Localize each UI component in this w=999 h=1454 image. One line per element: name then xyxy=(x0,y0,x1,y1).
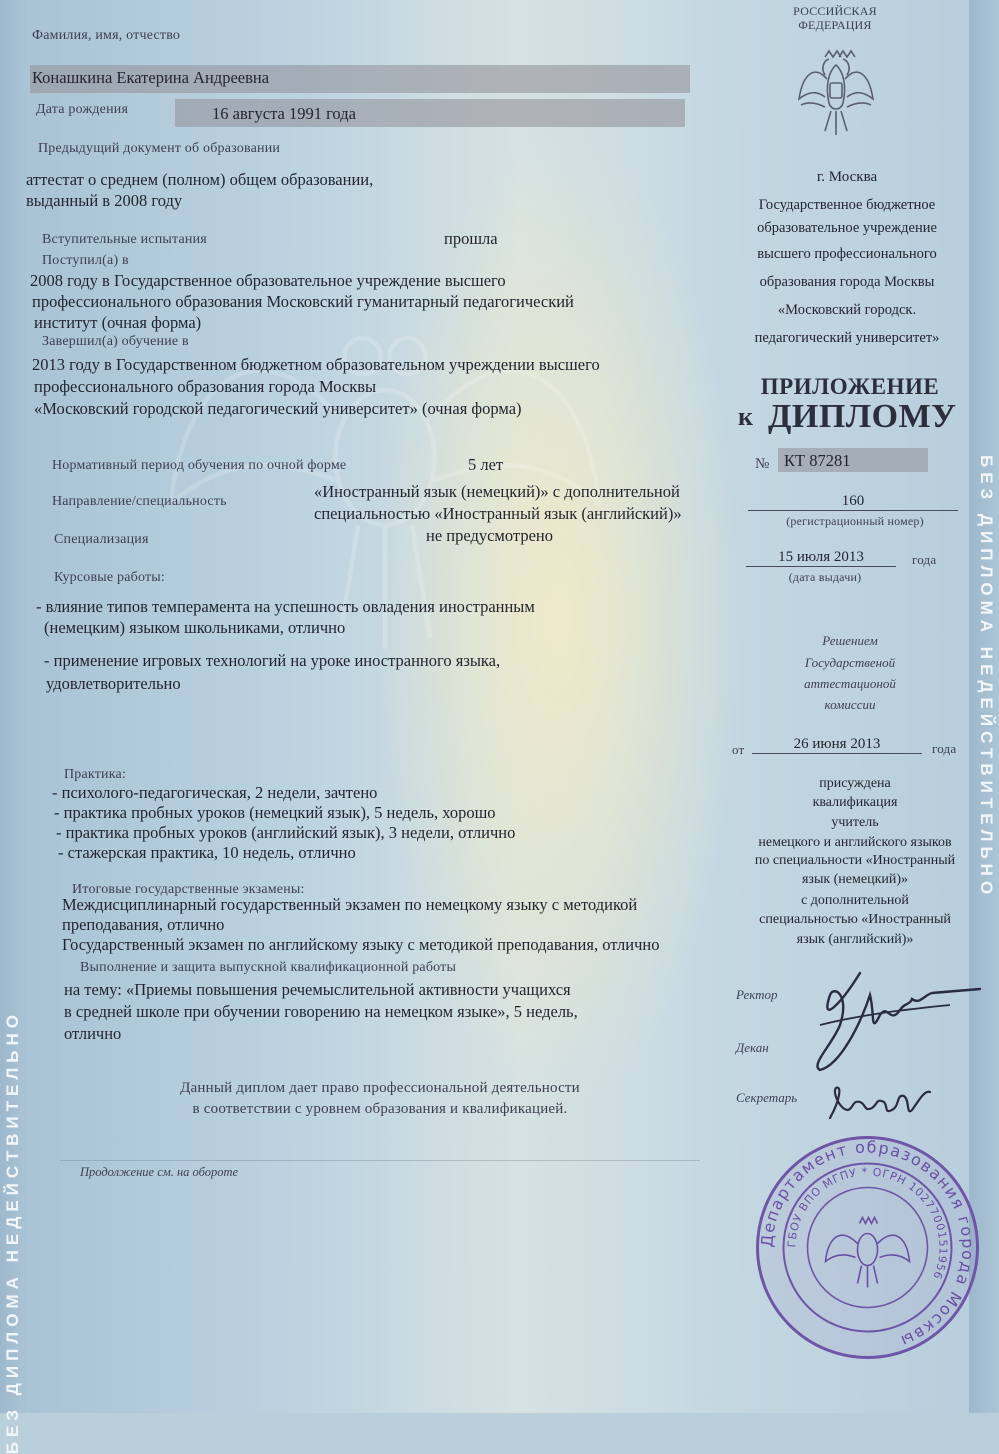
qualification-line-1: присуждена xyxy=(819,776,891,791)
thesis-line-3: отлично xyxy=(64,1024,122,1043)
decision-date-prefix: от xyxy=(732,742,745,757)
completed-line-1: 2013 году в Государственном бюджетном образовательном учреждении высшего xyxy=(32,355,600,374)
practice-item-2: - практика пробных уроков (немецкий язык), 5 недель, хорошо xyxy=(54,803,496,822)
institution-line-2: образовательное учреждение xyxy=(757,220,937,236)
footer-note-line-2: в соответствии с уровнем образования и квалификацией. xyxy=(192,1101,568,1117)
registration-number: 160 xyxy=(748,493,958,511)
practice-label: Практика: xyxy=(64,767,127,782)
qualification-line-8: специальностью «Иностранный xyxy=(759,912,951,927)
period-label: Нормативный период обучения по очной форме xyxy=(52,458,347,473)
direction-line-1: «Иностранный язык (немецкий)» с дополнительной xyxy=(314,482,680,501)
exams-line-3: Государственный экзамен по английскому языку с методикой преподавания, отлично xyxy=(62,935,660,954)
number-prefix: № xyxy=(755,456,770,472)
specialization-value: не предусмотрено xyxy=(426,526,553,545)
admitted-label: Поступил(а) в xyxy=(42,253,129,268)
side-text-right: БЕЗ ДИПЛОМА НЕДЕЙСТВИТЕЛЬНО xyxy=(977,455,996,900)
supplement-number: КТ 87281 xyxy=(784,451,851,470)
direction-line-2: специальностью «Иностранный язык (английский)» xyxy=(314,504,682,523)
rector-signature-icon xyxy=(800,965,985,1075)
country-line-1: РОССИЙСКАЯ xyxy=(793,4,877,18)
coursework-1-line-2: (немецким) языком школьниками, отлично xyxy=(44,618,346,637)
institution-line-5: «Московский городск. xyxy=(777,302,917,318)
previous-doc-line-2: выданный в 2008 году xyxy=(26,191,183,210)
title-line-2: ДИПЛОМУ xyxy=(768,398,957,435)
birth-date: 16 августа 1991 года xyxy=(212,104,356,123)
previous-doc-line-1: аттестат о среднем (полном) общем образовании, xyxy=(26,170,374,189)
specialization-label: Специализация xyxy=(54,532,149,547)
qualification-line-2: квалификация xyxy=(812,795,898,810)
coat-of-arms-icon xyxy=(795,45,877,140)
secretary-label: Секретарь xyxy=(736,1090,798,1105)
institution-line-4: образования города Москвы xyxy=(759,274,935,290)
thesis-line-1: на тему: «Приемы повышения речемыслительной активности учащихся xyxy=(64,980,571,999)
decision-date: 26 июня 2013 xyxy=(752,736,922,754)
direction-label: Направление/специальность xyxy=(52,494,227,509)
institution-line-6: педагогический университет» xyxy=(754,330,940,346)
issue-date-caption: (дата выдачи) xyxy=(788,570,862,584)
qualification-line-4: немецкого и английского языков xyxy=(758,835,952,850)
entrance-value: прошла xyxy=(444,229,498,248)
exams-line-2: преподавания, отлично xyxy=(62,915,225,934)
title-line-1: ПРИЛОЖЕНИЕ xyxy=(760,374,940,399)
exams-label: Итоговые государственные экзамены: xyxy=(72,882,305,897)
coursework-1-line-1: - влияние типов темперамента на успешность овладения иностранным xyxy=(36,597,535,616)
decision-line-1: Решением xyxy=(822,633,878,648)
qualification-line-9: язык (английский)» xyxy=(796,932,914,947)
dean-label: Декан xyxy=(736,1040,769,1055)
qualification-line-3: учитель xyxy=(831,815,879,830)
title-prefix: к xyxy=(738,402,753,431)
coursework-2-line-1: - применение игровых технологий на уроке иностранного языка, xyxy=(44,651,501,670)
completed-line-2: профессионального образования города Москвы xyxy=(34,377,377,396)
issue-date-suffix: года xyxy=(912,552,937,567)
qualification-line-6: язык (немецкий)» xyxy=(801,872,909,887)
completed-line-3: «Московский городской педагогический университет» (очная форма) xyxy=(34,399,522,418)
decision-line-3: аттестационой xyxy=(804,676,896,691)
registration-caption: (регистрационный номер) xyxy=(786,514,924,528)
institution-line-1: Государственное бюджетное xyxy=(758,197,936,213)
decision-line-4: комиссии xyxy=(824,697,876,712)
practice-item-3: - практика пробных уроков (английский язык), 3 недели, отлично xyxy=(56,823,516,842)
city: г. Москва xyxy=(816,169,878,185)
coursework-2-line-2: удовлетворительно xyxy=(46,674,181,693)
previous-doc-label: Предыдущий документ об образовании xyxy=(38,141,281,156)
exams-line-1: Междисциплинарный государственный экзамен по немецкому языку с методикой xyxy=(62,895,638,914)
footer-note-line-1: Данный диплом дает право профессиональной деятельности xyxy=(180,1080,580,1096)
issue-date: 15 июля 2013 xyxy=(746,549,896,567)
thesis-line-2: в средней школе при обучении говорению на немецком языке», 5 недель, xyxy=(64,1002,578,1021)
thesis-label: Выполнение и защита выпускной квалификационной работы xyxy=(80,960,457,975)
continued-note: Продолжение см. на обороте xyxy=(80,1165,239,1179)
rector-label: Ректор xyxy=(736,987,778,1002)
coursework-label: Курсовые работы: xyxy=(54,570,165,585)
admitted-line-1: 2008 году в Государственное образовательное учреждение высшего xyxy=(30,271,506,290)
full-name: Конашкина Екатерина Андреевна xyxy=(32,68,270,87)
side-text-left: БЕЗ ДИПЛОМА НЕДЕЙСТВИТЕЛЬНО xyxy=(3,1010,22,1454)
practice-item-1: - психолого-педагогическая, 2 недели, зачтено xyxy=(52,783,378,802)
qualification-line-5: по специальности «Иностранный xyxy=(754,853,956,868)
entrance-label: Вступительные испытания xyxy=(42,232,207,247)
decision-date-suffix: года xyxy=(932,741,957,756)
seal-inner-text: ГБОУ ВПО МГПУ * ОГРН 1027700151956 xyxy=(785,1165,950,1282)
secretary-signature-icon xyxy=(820,1080,940,1125)
qualification-line-7: с дополнительной xyxy=(801,893,909,908)
admitted-line-2: профессионального образования Московский гуманитарный педагогический xyxy=(32,292,574,311)
admitted-line-3: институт (очная форма) xyxy=(34,313,202,332)
institution-line-3: высшего профессионального xyxy=(757,246,937,262)
footer-separator xyxy=(60,1160,700,1161)
seal-outer-text: Департамент образования города Москвы xyxy=(757,1137,978,1352)
country-line-2: ФЕДЕРАЦИЯ xyxy=(798,18,872,32)
period-value: 5 лет xyxy=(468,455,504,474)
birth-date-label: Дата рождения xyxy=(36,102,129,117)
decision-line-2: Государственой xyxy=(804,655,896,670)
completed-label: Завершил(а) обучение в xyxy=(42,334,189,349)
practice-item-4: - стажерская практика, 10 недель, отлично xyxy=(58,843,356,862)
name-label: Фамилия, имя, отчество xyxy=(32,28,181,43)
official-seal-icon xyxy=(755,1135,980,1360)
